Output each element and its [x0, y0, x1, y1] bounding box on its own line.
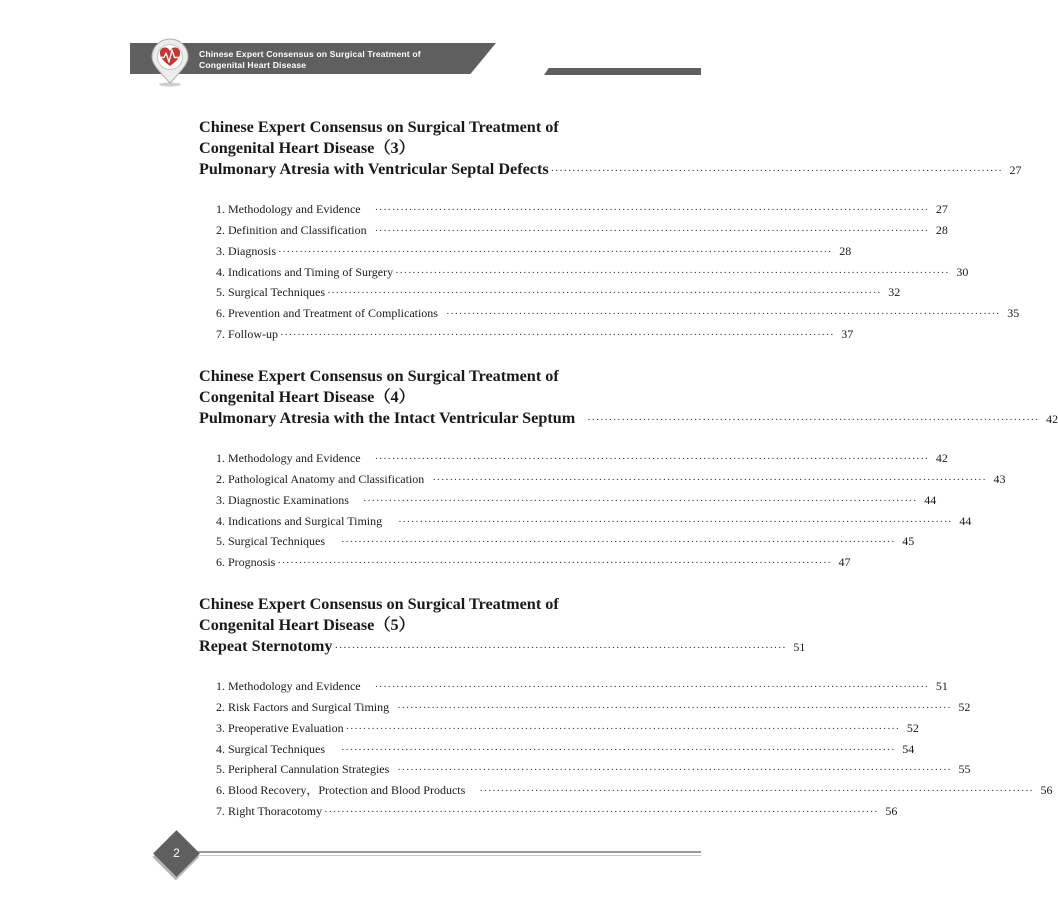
leader-dots: ··································································································································: [479, 785, 1034, 798]
toc-entry[interactable]: [216, 490, 937, 511]
toc-entry-list: [199, 676, 1053, 821]
toc-entry-list: [199, 448, 1006, 573]
leader-dots: ··································································································································: [395, 266, 950, 279]
leader-dots: ··································································································································: [397, 764, 952, 777]
leader-dots: ··································································································································: [345, 722, 900, 735]
toc-entry-label: 3. Preoperative Evaluation: [216, 720, 344, 735]
toc-entry-page: 43: [993, 472, 1006, 487]
heart-pin-logo-icon: [150, 40, 190, 88]
leader-dots: ··································································································································: [374, 681, 929, 694]
leader-dots: ··································································································································: [374, 204, 929, 217]
toc-entry-label: 2. Definition and Classification: [216, 223, 367, 238]
section-page-number: 27: [1009, 162, 1022, 177]
toc-entry[interactable]: [216, 759, 971, 780]
footer-rule-thin: [193, 855, 701, 856]
section-subtitle: Pulmonary Atresia with Ventricular Septal Defects: [199, 159, 549, 178]
toc-entry-page: 42: [935, 451, 948, 466]
section-title-line-1: Chinese Expert Consensus on Surgical Treatment of: [199, 367, 559, 385]
section-subtitle-row[interactable]: [199, 636, 806, 659]
toc-entry[interactable]: [216, 511, 972, 532]
leader-dots: ··································································································································: [341, 536, 896, 549]
toc-entry[interactable]: [216, 448, 948, 469]
toc-entry-label: 7. Right Thoracotomy: [216, 803, 323, 818]
toc-section-4: [199, 366, 1058, 573]
toc-entry-page: 27: [935, 202, 948, 217]
toc-entry-page: 51: [935, 679, 948, 694]
toc-entry-page: 56: [885, 803, 898, 818]
running-header-title: [199, 49, 489, 70]
toc-entry-label: 5. Surgical Techniques: [216, 534, 326, 549]
section-subtitle-row[interactable]: [199, 159, 1022, 182]
leader-dots: ··········································································································: [587, 413, 1040, 426]
header-rule: [544, 68, 701, 75]
leader-dots: ··································································································································: [327, 287, 882, 300]
toc-entry[interactable]: [216, 469, 1006, 490]
footer-rule: [193, 851, 701, 853]
toc-entry[interactable]: [216, 739, 915, 760]
section-title-line-2: Congenital Heart Disease（4）: [199, 387, 415, 406]
section-subtitle-row[interactable]: [199, 408, 1058, 431]
section-subtitle: Repeat Sternotomy: [199, 636, 333, 655]
toc-entry[interactable]: [216, 780, 1053, 801]
toc-entry-page: 52: [958, 700, 971, 715]
toc-entry[interactable]: [216, 282, 901, 303]
toc-entry[interactable]: [216, 531, 915, 552]
leader-dots: ··································································································································: [277, 557, 832, 570]
toc-entry-page: 52: [906, 720, 919, 735]
toc-entry[interactable]: [216, 697, 971, 718]
running-header-line-1: Chinese Expert Consensus on Surgical Treatment of: [199, 49, 421, 59]
leader-dots: ··································································································································: [374, 453, 929, 466]
section-title-line-2: Congenital Heart Disease（3）: [199, 138, 415, 157]
toc-entry-label: 7. Follow-up: [216, 326, 279, 341]
toc-entry[interactable]: [216, 303, 1020, 324]
section-title-line-2: Congenital Heart Disease（5）: [199, 615, 415, 634]
page-number: 2: [173, 846, 180, 860]
leader-dots: ··································································································································: [397, 702, 952, 715]
leader-dots: ··································································································································: [445, 308, 1001, 321]
section-page-number: 51: [793, 639, 806, 654]
toc-entry-list: [199, 199, 1020, 344]
toc-section-3: [199, 117, 1022, 345]
toc-entry-label: 1. Methodology and Evidence: [216, 679, 361, 694]
toc-entry-page: 47: [838, 555, 851, 570]
toc-entry-label: 4. Indications and Timing of Surgery: [216, 264, 394, 279]
toc-entry-label: 2. Risk Factors and Surgical Timing: [216, 700, 390, 715]
running-header-line-2: Congenital Heart Disease: [199, 59, 307, 70]
leader-dots: ··································································································································: [374, 225, 929, 238]
toc-entry-label: 6. Blood Recovery，Protection and Blood Products: [216, 783, 466, 798]
toc-entry-page: 55: [958, 762, 971, 777]
toc-entry[interactable]: [216, 262, 969, 283]
leader-dots: ··········································································································: [550, 164, 1003, 177]
toc-entry-page: 44: [959, 513, 972, 528]
toc-entry[interactable]: [216, 199, 948, 220]
section-title-line-1: Chinese Expert Consensus on Surgical Treatment of: [199, 118, 559, 136]
leader-dots: ··································································································································: [341, 743, 896, 756]
toc-entry-page: 28: [935, 223, 948, 238]
toc-entry-label: 3. Diagnosis: [216, 243, 276, 258]
toc-entry[interactable]: [216, 801, 898, 822]
toc-entry-page: 32: [888, 285, 901, 300]
toc-entry-label: 3. Diagnostic Examinations: [216, 492, 349, 507]
toc-entry-label: 1. Methodology and Evidence: [216, 202, 361, 217]
toc-entry-page: 30: [956, 264, 969, 279]
leader-dots: ··································································································································: [398, 515, 953, 528]
leader-dots: ··································································································································: [324, 805, 879, 818]
leader-dots: ··································································································································: [432, 474, 987, 487]
toc-entry-label: 4. Surgical Techniques: [216, 741, 326, 756]
toc-entry-label: 5. Surgical Techniques: [216, 285, 326, 300]
leader-dots: ··································································································································: [278, 245, 833, 258]
toc-entry-label: 5. Peripheral Cannulation Strategies: [216, 762, 390, 777]
toc-entry-label: 1. Methodology and Evidence: [216, 451, 361, 466]
leader-dots: ··································································································································: [362, 494, 918, 507]
leader-dots: ··········································································································: [334, 641, 787, 654]
toc-entry-label: 4. Indications and Surgical Timing: [216, 513, 383, 528]
section-page-number: 42: [1046, 411, 1058, 426]
toc-entry[interactable]: [216, 220, 948, 241]
toc-entry-page: 28: [839, 243, 852, 258]
section-subtitle: Pulmonary Atresia with the Intact Ventricular Septum: [199, 408, 576, 427]
toc-entry-page: 37: [841, 326, 854, 341]
toc-entry[interactable]: [216, 676, 948, 697]
toc-entry-page: 56: [1040, 783, 1053, 798]
toc-entry[interactable]: [216, 718, 919, 739]
toc-entry-page: 44: [924, 492, 937, 507]
leader-dots: ··································································································································: [280, 328, 835, 341]
toc-entry[interactable]: [216, 552, 851, 573]
toc-entry-label: 2. Pathological Anatomy and Classification: [216, 472, 425, 487]
toc-entry[interactable]: [216, 324, 854, 345]
toc-entry[interactable]: [216, 241, 852, 262]
section-title-line-1: Chinese Expert Consensus on Surgical Treatment of: [199, 595, 559, 613]
toc-entry-label: 6. Prevention and Treatment of Complications: [216, 306, 438, 321]
toc-section-5: [199, 594, 1053, 822]
toc-entry-page: 45: [902, 534, 915, 549]
toc-entry-page: 35: [1007, 306, 1020, 321]
toc-entry-page: 54: [902, 741, 915, 756]
toc-entry-label: 6. Prognosis: [216, 555, 276, 570]
